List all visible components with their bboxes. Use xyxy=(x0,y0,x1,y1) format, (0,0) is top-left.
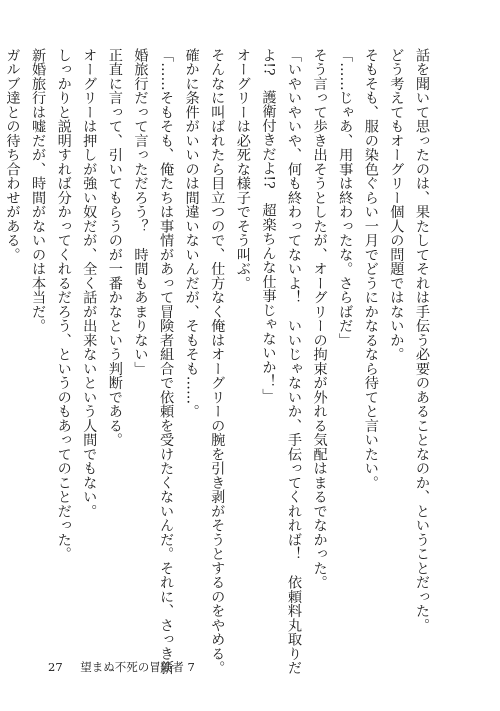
text-line: 「……じゃあ、用事は終わったな。さらばだ」 xyxy=(337,48,354,348)
book-title: 望まぬ不死の冒険者 7 xyxy=(80,660,195,674)
text-line: しっかりと説明すれば分かってくれるだろう、というのもあってのことだった。 xyxy=(55,48,72,561)
text-line: 話を聞いて思ったのは、果たしてそれは手伝う必要のあることなのか、ということだった。 xyxy=(414,48,430,633)
text-line: オーグリーは必死な様子でそう叫ぶ。 xyxy=(234,48,251,291)
text-line: 確かに条件がいいのは間違いないんだが、そもそも……。 xyxy=(183,48,200,419)
text-line: 「いやいやいや、何も終わってないよ！ いいじゃないか、手伝ってくれれば！ 依頼料丸取りだ xyxy=(286,48,303,675)
text-line: 婚旅行だって言っただろう？ 時間もあまりない」 xyxy=(132,48,149,376)
text-line: そんなに叫ばれたら目立つので、仕方なく俺はオーグリーの腕を引き剥がそうとするのをやめる。 xyxy=(209,48,226,675)
text-line: よ!? 護衛付きだよ!? 超楽ちんな仕事じゃないか！」 xyxy=(260,48,277,403)
text-line: 正直に言って、引いてもらうのが一番かなという判断である。 xyxy=(106,48,123,447)
text-line: オーグリーは押しが強い奴だが、全く話が出来ないという人間でもない。 xyxy=(81,48,98,519)
page-footer xyxy=(48,659,195,675)
text-line: どう考えてもオーグリー個人の問題ではないか。 xyxy=(388,48,405,362)
text-line: 「……そもそも、俺たちは事情があって冒険者組合で依頼を受けたくないんだ。それに、さっき新 xyxy=(158,48,175,675)
text-line: 新婚旅行は嘘だが、時間がないのは本当だ。 xyxy=(30,48,47,333)
text-line: そう言って歩き出そうとしたが、オーグリーの拘束が外れる気配はまるでなかった。 xyxy=(311,48,328,590)
page-number: 27 xyxy=(48,660,63,674)
text-line: ガルブ達との待ち合わせがある。 xyxy=(4,48,21,262)
text-line: そもそも、服の染色ぐらい一月でどうにかなるなら待てと言いたい。 xyxy=(362,48,379,490)
